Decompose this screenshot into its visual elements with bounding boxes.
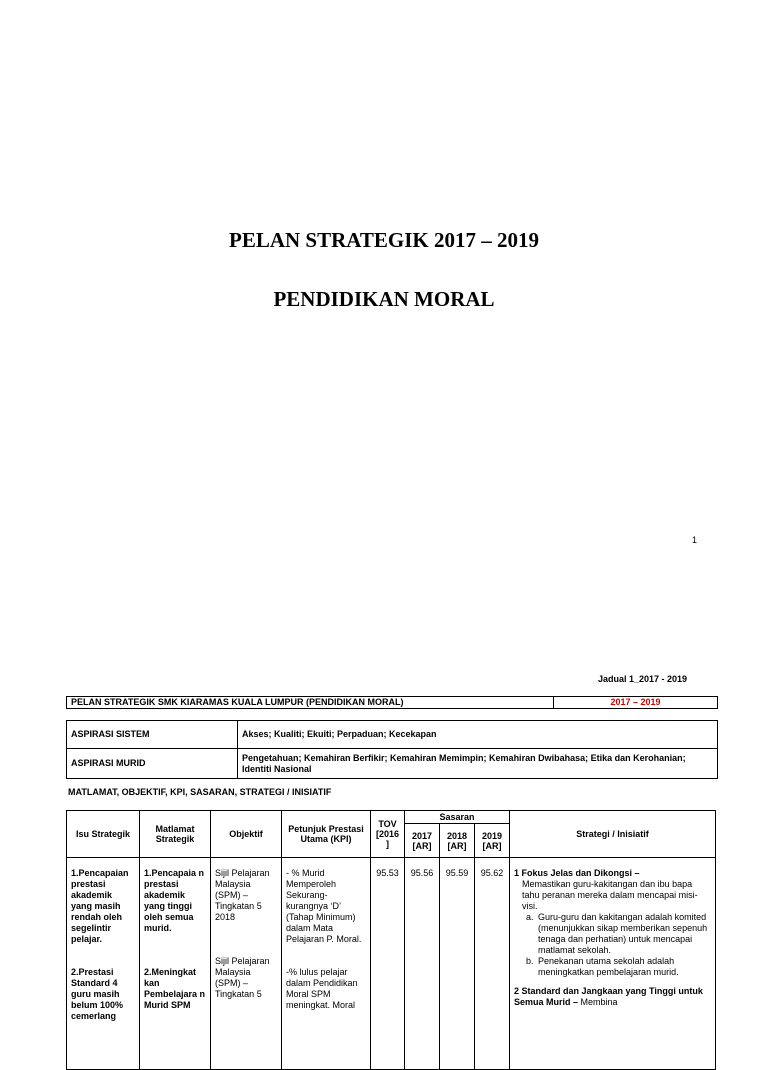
plan-title-table: [66, 696, 718, 709]
isu-2: 2.Prestasi Standard 4 guru masih belum 100% cemerlang: [71, 967, 124, 1021]
table-row: [67, 858, 716, 1070]
strategy-1-text: Memastikan guru-kakitangan dan ibu bapa tahu peranan mereka dalam mencapai misi-visi.: [522, 879, 698, 911]
header-tov: TOV [2016 ]: [371, 811, 405, 858]
strategy-1-item-a: a. Guru-guru dan kakitangan adalah komited (menunjukkan sikap memberikan sepenuh tenaga dan perhatian) untuk mencapai matlamat sekolah.: [536, 912, 711, 956]
objektif-2: Sijil Pelajaran Malaysia (SPM) – Tingkatan 5: [215, 956, 270, 999]
matlamat-2: 2.Meningkat kan Pembelajara n Murid SPM: [144, 967, 206, 1010]
sasaran-2019-value: 95.62: [475, 858, 510, 1070]
isu-1: 1.Pencapaian prestasi akademik yang masih rendah oleh segelintir pelajar.: [71, 868, 129, 944]
strategy-2-text: Membina: [580, 997, 618, 1007]
header-2017: 2017 [AR]: [405, 824, 440, 858]
kpi-2: -% lulus pelajar dalam Pendidikan Moral SPM meningkat. Moral: [286, 967, 358, 1010]
kpi-1: - % Murid Memperoleh Sekurang-kurangnya ‘D’ (Tahap Minimum) dalam Mata Pelajaran P. Moral.: [286, 868, 362, 944]
cover-title: PELAN STRATEGIK 2017 – 2019: [229, 228, 539, 252]
aspirasi-murid-value: Pengetahuan; Kemahiran Berfikir; Kemahiran Memimpin; Kemahiran Dwibahasa; Etika dan Kerohanian; Identiti Nasional: [238, 749, 718, 779]
header-matlamat: Matlamat Strategik: [140, 811, 211, 858]
header-2019: 2019 [AR]: [475, 824, 510, 858]
objektif-cell: [211, 858, 282, 1070]
aspirations-table: [66, 720, 718, 779]
header-kpi: Petunjuk Prestasi Utama (KPI): [282, 811, 371, 858]
strategy-1-item-b: b. Penekanan utama sekolah adalah meningkatkan pembelajaran murid.: [536, 956, 711, 978]
matlamat-cell: [140, 858, 211, 1070]
aspirasi-sistem-value: Akses; Kualiti; Ekuiti; Perpaduan; Kecekapan: [238, 721, 718, 749]
kpi-cell: [282, 858, 371, 1070]
page-number: 1: [692, 535, 698, 545]
isu-cell: [67, 858, 140, 1070]
section-heading: MATLAMAT, OBJEKTIF, KPI, SASARAN, STRATEGI / INISIATIF: [68, 787, 332, 797]
aspirasi-murid-label: ASPIRASI MURID: [67, 749, 238, 779]
table-label: Jadual 1_2017 - 2019: [598, 674, 688, 684]
header-isu: Isu Strategik: [67, 811, 140, 858]
objektif-1: Sijil Pelajaran Malaysia (SPM) – Tingkatan 5 2018: [215, 868, 270, 922]
matlamat-1: 1.Pencapaia n prestasi akademik yang tinggi oleh semua murid.: [144, 868, 205, 933]
header-sasaran: Sasaran: [405, 811, 510, 824]
plan-years: 2017 – 2019: [554, 697, 718, 709]
sasaran-2018-value: 95.59: [440, 858, 475, 1070]
strategy-1-title: 1 Fokus Jelas dan Dikongsi –: [514, 868, 640, 878]
header-objektif: Objektif: [211, 811, 282, 858]
sasaran-2017-value: 95.56: [405, 858, 440, 1070]
strategy-1-list: [514, 912, 711, 978]
strategy-2: [514, 986, 711, 1008]
aspirasi-sistem-label: ASPIRASI SISTEM: [67, 721, 238, 749]
strategy-table: [66, 810, 716, 1070]
header-2018: 2018 [AR]: [440, 824, 475, 858]
tov-value: 95.53: [371, 858, 405, 1070]
plan-title: PELAN STRATEGIK SMK KIARAMAS KUALA LUMPUR (PENDIDIKAN MORAL): [67, 697, 554, 709]
strategy-2-title: 2 Standard dan Jangkaan yang Tinggi untuk Semua Murid –: [514, 986, 703, 1007]
cover-subtitle: PENDIDIKAN MORAL: [273, 287, 495, 311]
header-strategi: Strategi / Inisiatif: [510, 811, 716, 858]
strategi-cell: [510, 858, 716, 1070]
